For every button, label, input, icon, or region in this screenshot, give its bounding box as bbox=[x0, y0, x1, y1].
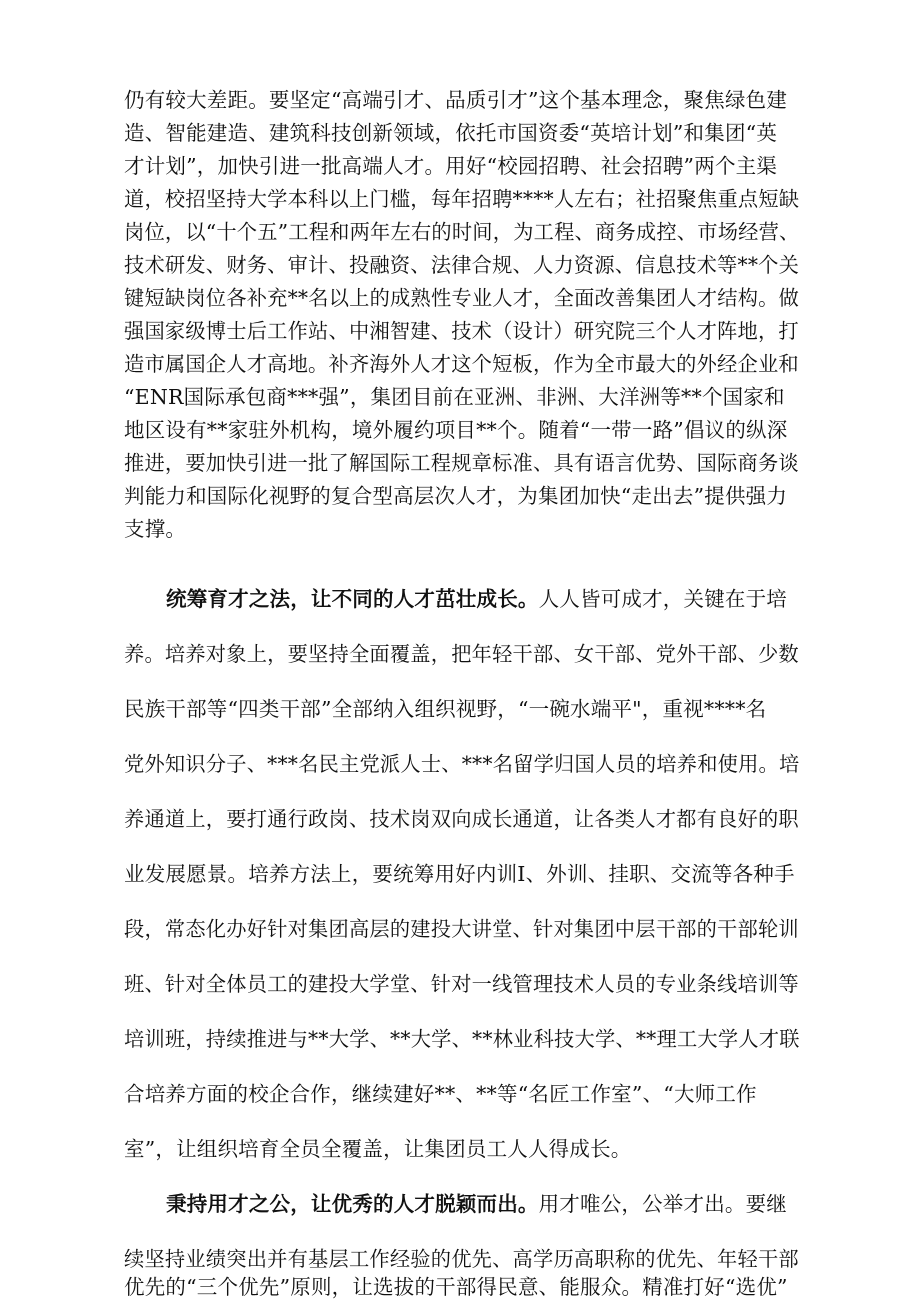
paragraph-2-line-6: 业发展愿景。培养方法上，要统筹用好内训I、外训、挂职、交流等各种手 bbox=[124, 862, 795, 886]
paragraph-1-line-14: 支撑。 bbox=[124, 517, 187, 541]
paragraph-3-heading: 秉持用才之公，让优秀的人才脱颖而出。 bbox=[166, 1192, 539, 1216]
paragraph-1-line-4: 道，校招坚持大学本科以上门槛，每年招聘****人左右；社招聚焦重点短缺 bbox=[124, 187, 800, 211]
paragraph-1-line-1: 仍有较大差距。要坚定“高端引才、品质引才”这个基本理念，聚焦绿色建 bbox=[124, 88, 788, 112]
paragraph-1-line-12: 推进，要加快引进一批了解国际工程规章标准、具有语言优势、国际商务谈 bbox=[124, 451, 799, 475]
paragraph-2-line-10: 合培养方面的校企合作，继续建好**、**等“名匠工作室”、“大师工作 bbox=[124, 1082, 757, 1106]
paragraph-1-line-5: 岗位，以“十个五”工程和两年左右的时间，为工程、商务成控、市场经营、 bbox=[124, 220, 800, 244]
paragraph-2-first-line-rest: 人人皆可成才，关键在于培 bbox=[538, 587, 788, 611]
paragraph-1-line-3: 才计划”，加快引进一批高端人才。用好“校园招聘、社会招聘”两个主渠 bbox=[124, 154, 778, 178]
paragraph-2-line-5: 养通道上，要打通行政岗、技术岗双向成长通道，让各类人才都有良好的职 bbox=[124, 807, 799, 831]
paragraph-1-line-2: 造、智能建造、建筑科技创新领域，依托市国资委“英培计划”和集团“英 bbox=[124, 121, 778, 145]
paragraph-2-line-3: 民族干部等“四类干部”全部纳入组织视野，“一碗水端平"，重视****名 bbox=[124, 697, 767, 721]
paragraph-2-line-1 bbox=[166, 586, 787, 612]
paragraph-1-line-7: 键短缺岗位各补充**名以上的成熟性专业人才，全面改善集团人才结构。做 bbox=[124, 286, 800, 310]
paragraph-2-heading: 统筹育才之法，让不同的人才茁壮成长。 bbox=[166, 587, 539, 611]
paragraph-3-first-line-rest: 用才唯公，公举才出。要继 bbox=[538, 1192, 788, 1216]
paragraph-1-line-8: 强国家级博士后工作站、中湘智建、技术（设计）研究院三个人才阵地，打 bbox=[124, 319, 799, 343]
paragraph-2-line-8: 班、针对全体员工的建投大学堂、针对一线管理技术人员的专业条线培训等 bbox=[124, 972, 799, 996]
paragraph-3-line-3: 优先的“三个优先”原则，让选拔的干部得民意、能服众。精准打好“选优” bbox=[124, 1275, 788, 1299]
paragraph-2-line-7: 段，常态化办好针对集团高层的建投大讲堂、针对集团中层干部的干部轮训 bbox=[124, 917, 799, 941]
paragraph-1-line-6: 技术研发、财务、审计、投融资、法律合规、人力资源、信息技术等**个关 bbox=[124, 253, 800, 277]
paragraph-1-line-13: 判能力和国际化视野的复合型高层次人才，为集团加快“走出去”提供强力 bbox=[124, 484, 788, 508]
paragraph-3-line-1 bbox=[166, 1191, 787, 1217]
paragraph-1-line-11: 地区设有**家驻外机构，境外履约项目**个。随着“一带一路”倡议的纵深 bbox=[124, 418, 788, 442]
paragraph-3-line-2: 续坚持业绩突出并有基层工作经验的优先、高学历高职称的优先、年轻干部 bbox=[124, 1247, 799, 1271]
paragraph-2-line-11: 室”，让组织培育全员全覆盖，让集团员工人人得成长。 bbox=[124, 1137, 632, 1161]
paragraph-1-line-10: “ENR国际承包商***强”，集团目前在亚洲、非洲、大洋洲等**个国家和 bbox=[124, 385, 785, 409]
paragraph-2-line-4: 党外知识分子、***名民主党派人士、***名留学归国人员的培养和使用。培 bbox=[124, 752, 800, 776]
paragraph-2-line-2: 养。培养对象上，要坚持全面覆盖，把年轻干部、女干部、党外干部、少数 bbox=[124, 642, 799, 666]
paragraph-2-line-9: 培训班，持续推进与**大学、**大学、**林业科技大学、**理工大学人才联 bbox=[124, 1027, 800, 1051]
paragraph-1-line-9: 造市属国企人才高地。补齐海外人才这个短板，作为全市最大的外经企业和 bbox=[124, 352, 799, 376]
